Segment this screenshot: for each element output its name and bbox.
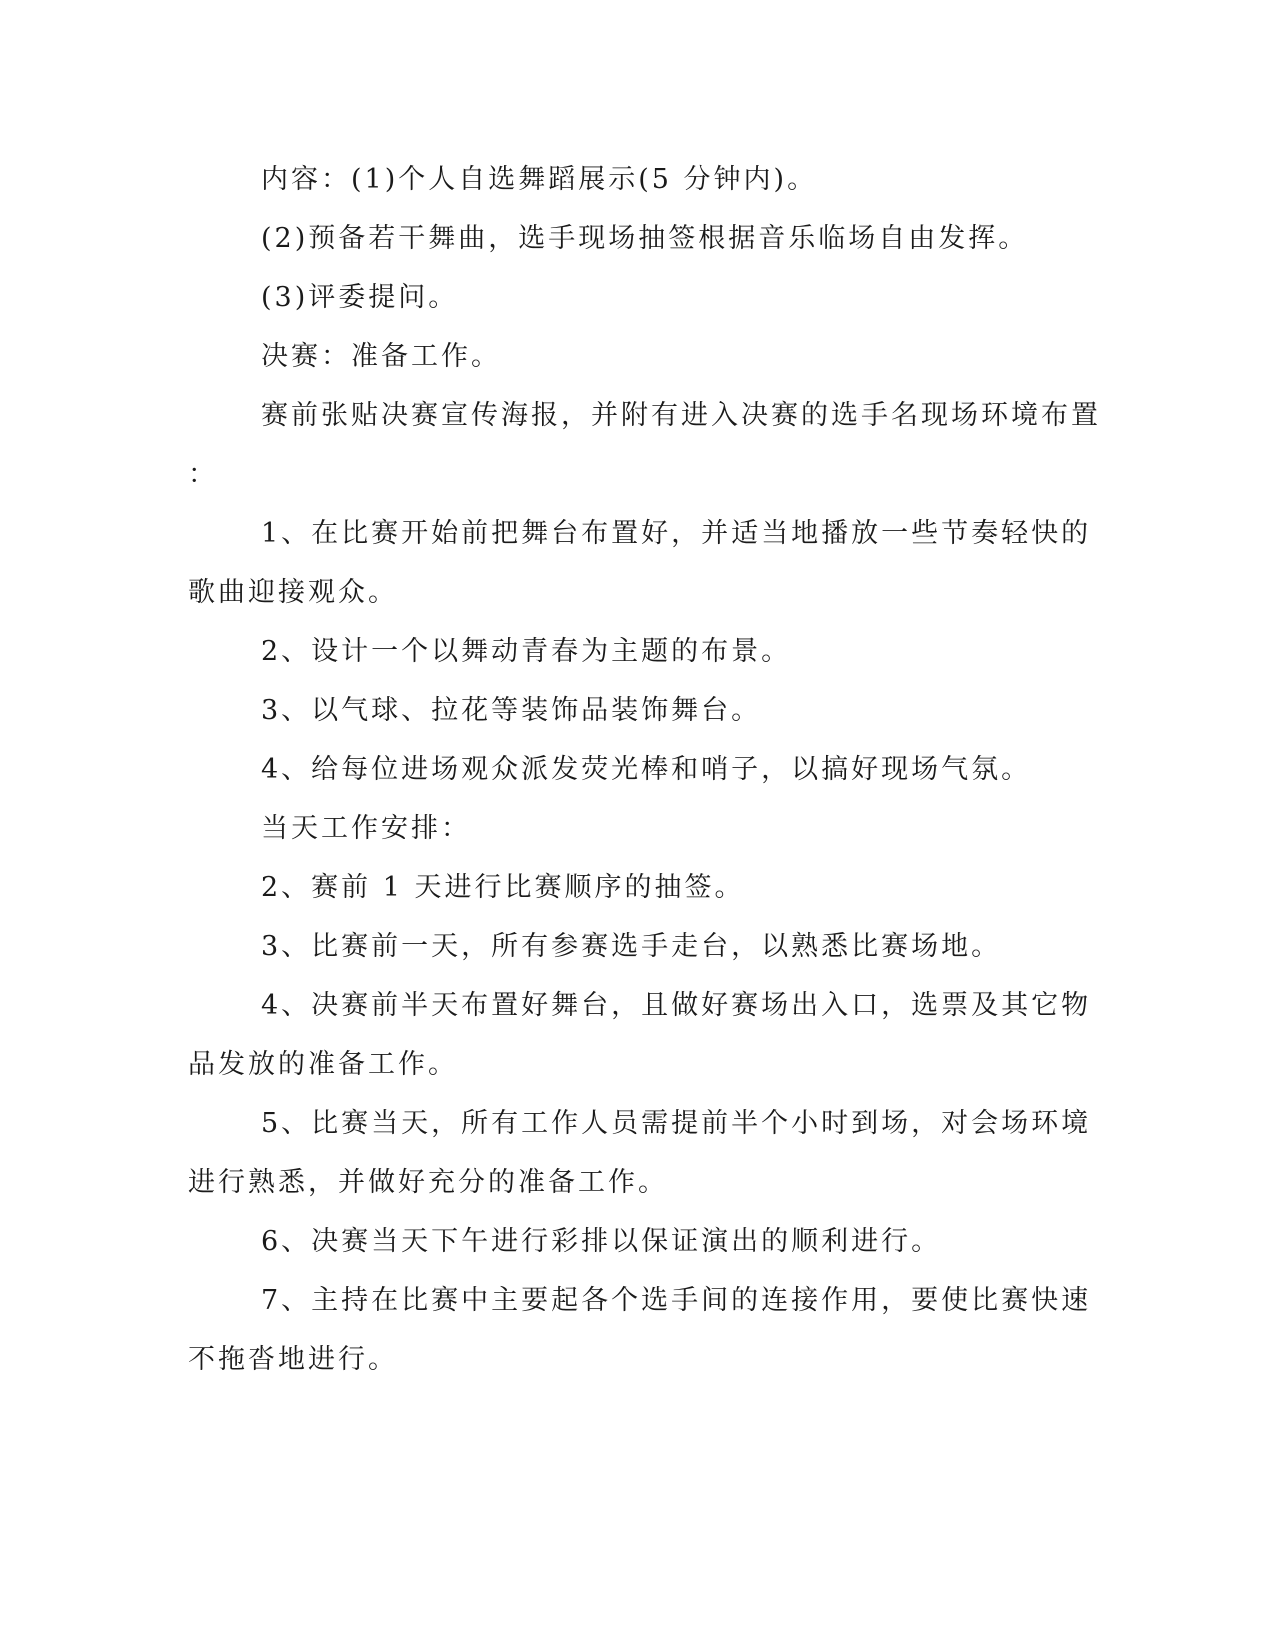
text-line: 进行熟悉，并做好充分的准备工作。 [188, 1167, 668, 1198]
text-line: (2)预备若干舞曲，选手现场抽签根据音乐临场自由发挥。 [261, 223, 1029, 254]
text-line: 2、赛前 1 天进行比赛顺序的抽签。 [261, 872, 745, 903]
text-line: 4、决赛前半天布置好舞台，且做好赛场出入口，选票及其它物 [261, 990, 1092, 1021]
text-line: 7、主持在比赛中主要起各个选手间的连接作用，要使比赛快速 [261, 1285, 1092, 1316]
text-line: 2、设计一个以舞动青春为主题的布景。 [261, 636, 792, 667]
text-line: 品发放的准备工作。 [188, 1049, 458, 1080]
text-line: 歌曲迎接观众。 [188, 577, 398, 608]
text-line: 4、给每位进场观众派发荧光棒和哨子，以搞好现场气氛。 [261, 754, 1032, 785]
text-line: 当天工作安排： [261, 813, 471, 844]
text-line: 决赛：准备工作。 [261, 341, 501, 372]
text-line: ： [188, 459, 218, 490]
text-line: 赛前张贴决赛宣传海报，并附有进入决赛的选手名现场环境布置 [261, 400, 1101, 431]
text-line: (3)评委提问。 [261, 282, 459, 313]
text-line: 内容：(1)个人自选舞蹈展示(5 分钟内)。 [261, 164, 818, 195]
text-line: 不拖沓地进行。 [188, 1344, 398, 1375]
text-line: 5、比赛当天，所有工作人员需提前半个小时到场，对会场环境 [261, 1108, 1092, 1139]
text-line: 6、决赛当天下午进行彩排以保证演出的顺利进行。 [261, 1226, 942, 1257]
text-line: 3、比赛前一天，所有参赛选手走台，以熟悉比赛场地。 [261, 931, 1002, 962]
text-line: 1、在比赛开始前把舞台布置好，并适当地播放一些节奏轻快的 [261, 518, 1092, 549]
text-line: 3、以气球、拉花等装饰品装饰舞台。 [261, 695, 762, 726]
